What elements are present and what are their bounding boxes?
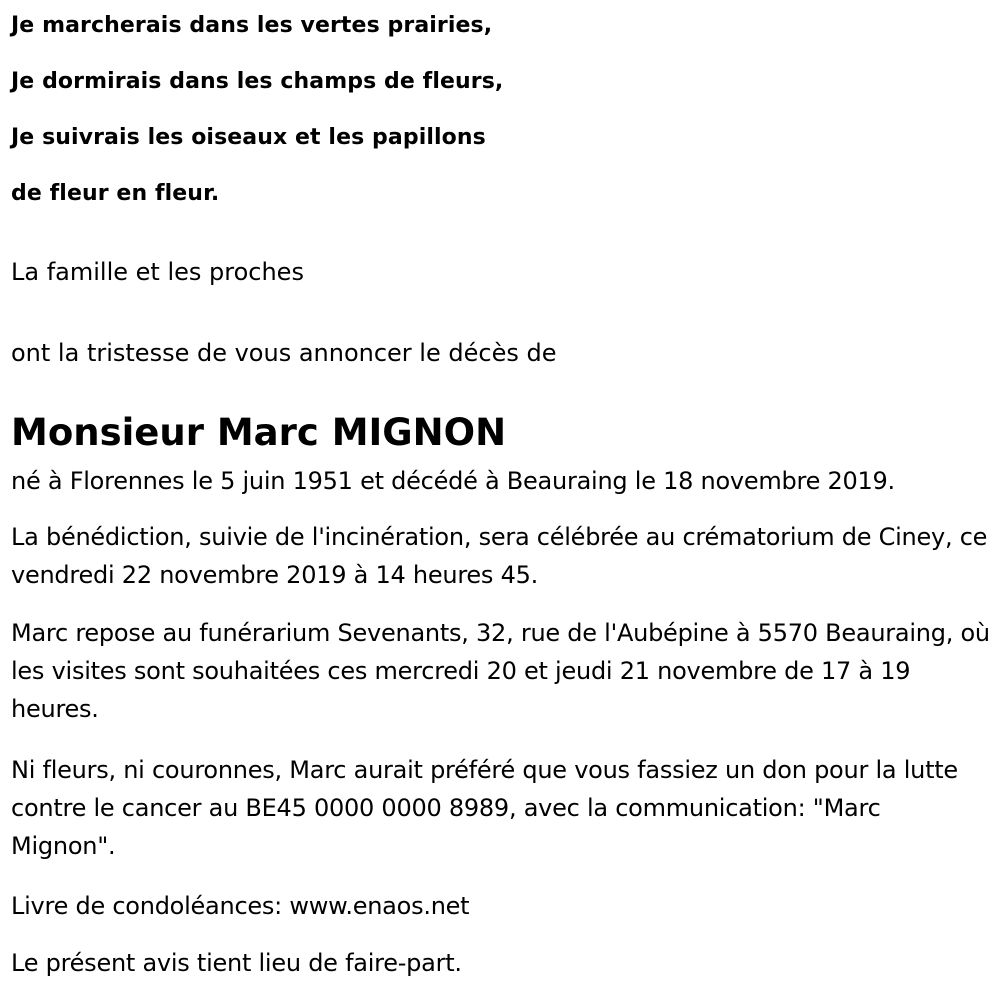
- notice-text: Le présent avis tient lieu de faire-part.: [11, 949, 462, 977]
- poem-line-2: Je dormirais dans les champs de fleurs,: [11, 69, 504, 94]
- birth-death-text: né à Florennes le 5 juin 1951 et décédé à Beauraing le 18 novembre 2019.: [11, 467, 895, 495]
- condolences-text: Livre de condoléances: www.enaos.net: [11, 892, 470, 920]
- poem-line-4: de fleur en fleur.: [11, 181, 220, 206]
- donation-text: Ni fleurs, ni couronnes, Marc aurait préféré que vous fassiez un don pour la lutte contre le cancer au BE45 0000 0000 8989, avec la communication: "Marc Mignon".: [11, 756, 958, 860]
- ceremony-text: La bénédiction, suivie de l'incinération, sera célébrée au crématorium de Ciney, ce vendredi 22 novembre 2019 à 14 heures 45.: [11, 523, 988, 589]
- deceased-name: Monsieur Marc MIGNON: [11, 411, 507, 454]
- announcement-text: ont la tristesse de vous annoncer le décès de: [11, 339, 557, 367]
- poem-line-1: Je marcherais dans les vertes prairies,: [11, 13, 493, 38]
- family-text: La famille et les proches: [11, 258, 304, 286]
- poem-line-3: Je suivrais les oiseaux et les papillons: [11, 125, 486, 150]
- viewing-text: Marc repose au funérarium Sevenants, 32, rue de l'Aubépine à 5570 Beauraing, où les visites sont souhaitées ces mercredi 20 et jeudi 21 novembre de 17 à 19 heures.: [11, 619, 990, 723]
